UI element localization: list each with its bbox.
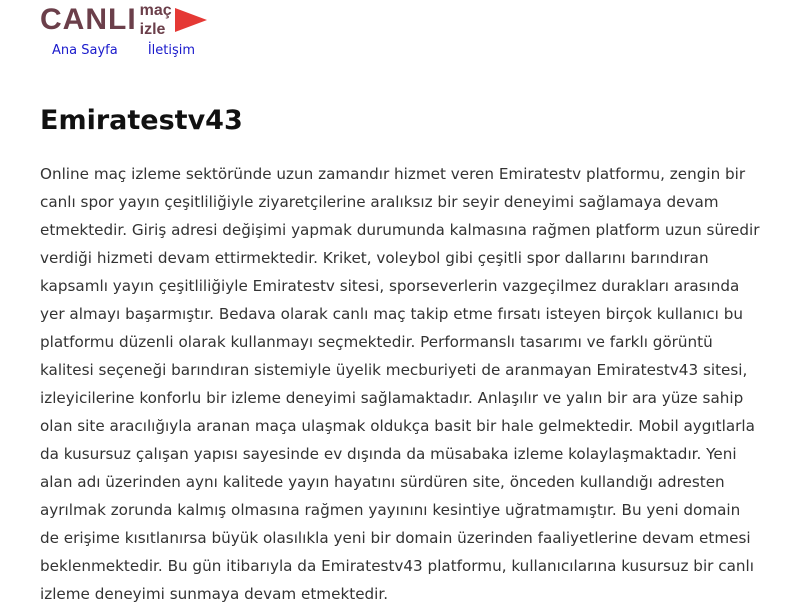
- logo-text: CANLI: [40, 3, 137, 36]
- logo-stack: [140, 1, 172, 39]
- play-icon: [175, 8, 207, 32]
- site-logo[interactable]: [40, 0, 207, 40]
- main-nav: [52, 43, 221, 59]
- nav-home-link[interactable]: Ana Sayfa: [52, 43, 118, 58]
- nav-contact-link[interactable]: İletişim: [147, 43, 196, 58]
- article-body: Online maç izleme sektöründe uzun zamandır hizmet veren Emiratestv platformu, zengin bir canlı spor yayın çeşitliliğiyle ziyaretçilerine aralıksız bir seyir deneyimi sağlamaya devam etmektedir. Giriş adresi değişimi yapmak durumunda kalmasına rağmen platform uzun süredir verdiği hizmeti devam ettirmektedir. Kriket, voleybol gibi çeşitli spor dallarını barındıran kapsamlı yayın çeşitliliğiyle Emiratestv sitesi, sporseverlerin vazgeçilmez durakları arasında yer almayı başarmıştır. Bedava olarak canlı maç takip etme fırsatı isteyen birçok kullanıcı bu platformu düzenli olarak kullanmayı seçmektedir. Performanslı tasarımı ve farklı görüntü kalitesi seçeneği barındıran sistemiyle üyelik mecburiyeti de aranmayan Emiratestv43 sitesi, izleyicilerine konforlu bir izleme deneyimi sağlamaktadır. Anlaşılır ve yalın bir ara yüze sahip olan site aracılığıyla aranan maça ulaşmak oldukça basit bir hale gelmektedir. Mobil aygıtlarla da kusursuz çalışan yapısı sayesinde ev dışında da müsabaka izleme kolaylaşmaktadır. Yeni alan adı üzerinden aynı kalitede yayın hayatını sürdüren site, önceden kullandığı adresten ayrılmak zorunda kalmış olmasına rağmen yayınını kesintiye uğratmamıştır. Bu yeni domain de erişime kısıtlanırsa büyük olasılıkla yeni bir domain üzerinden faaliyetlerine devam etmesi beklenmektedir. Bu gün itibarıyla da Emiratestv43 platformu, kullanıcılarına kusursuz bir canlı izleme deneyimi sunmaya devam etmektedir.: [40, 165, 760, 603]
- logo-text-bottom: izle: [139, 21, 166, 38]
- page-title: Emiratestv43: [40, 105, 243, 136]
- logo-text-top: maç: [139, 2, 172, 19]
